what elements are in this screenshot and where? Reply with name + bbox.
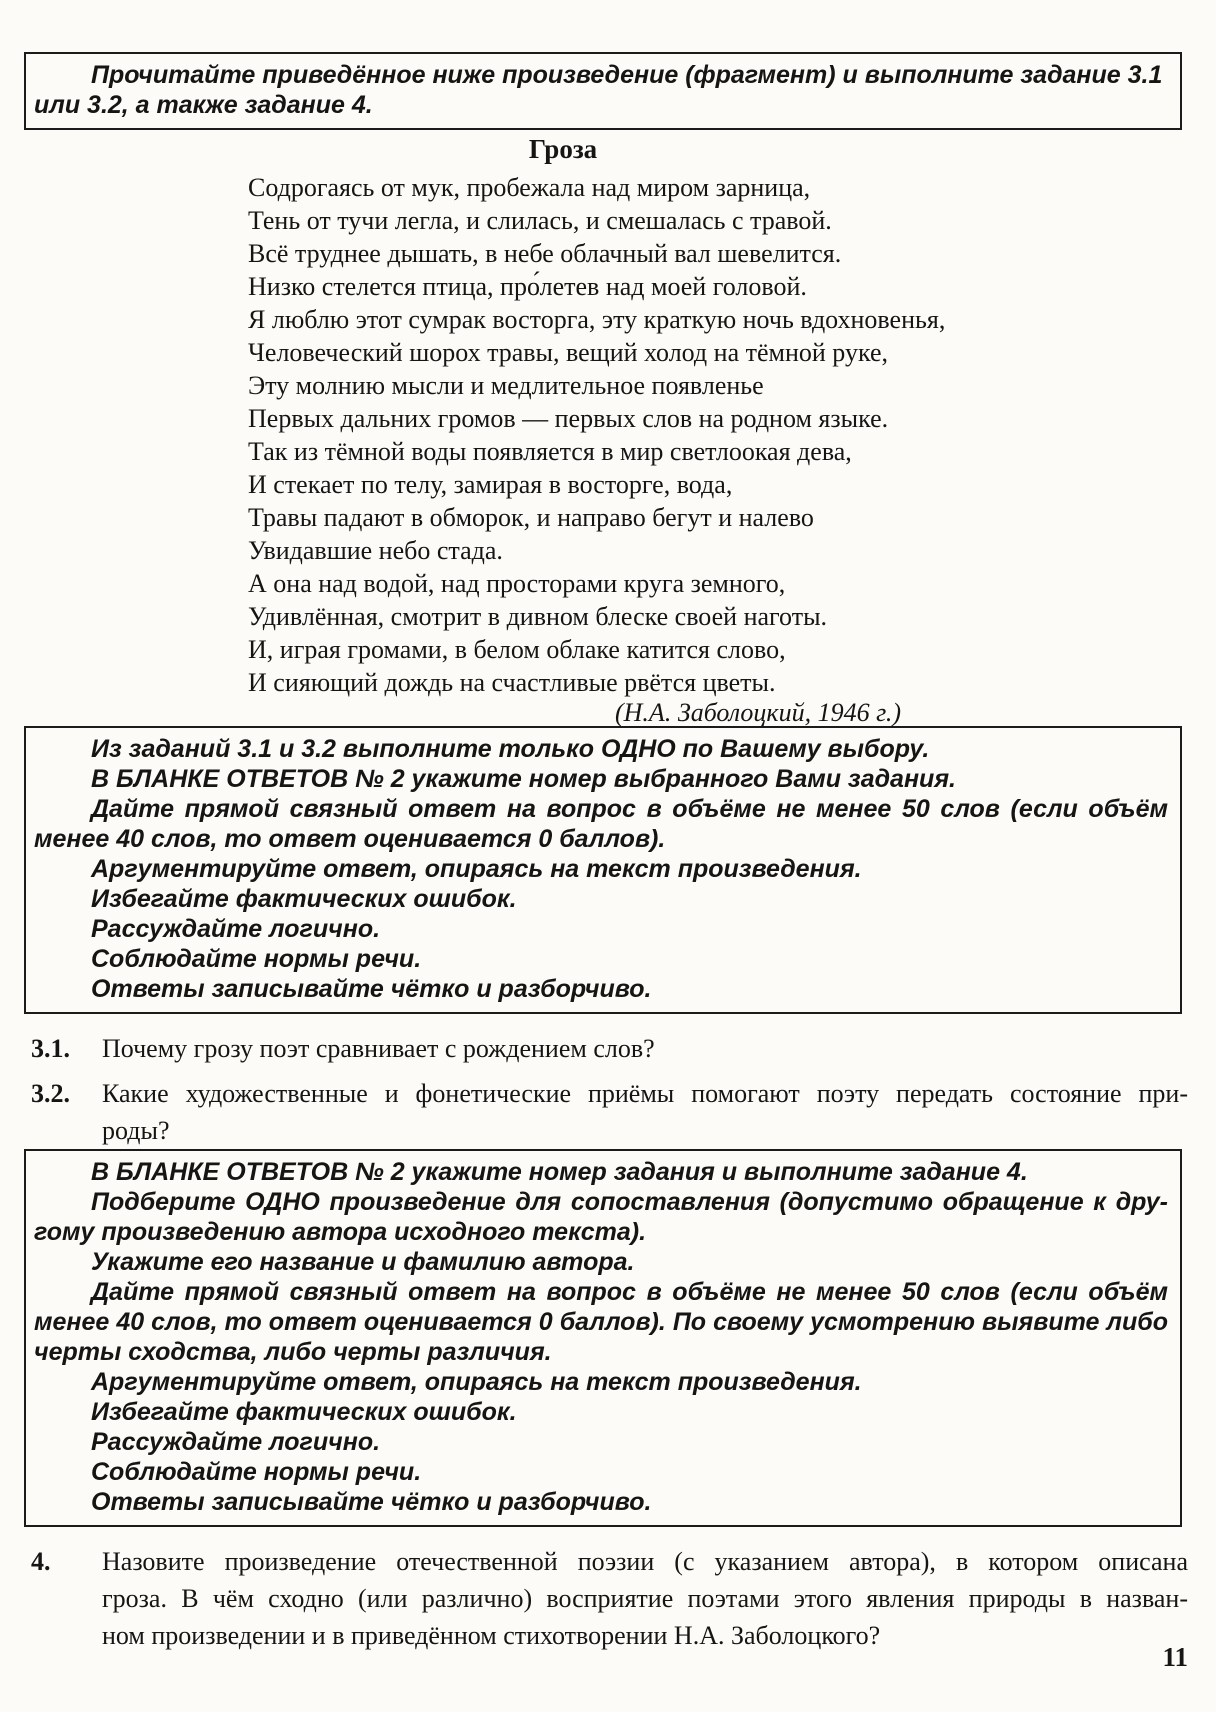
- instruction-line: В БЛАНКЕ ОТВЕТОВ № 2 укажите номер задания и выполните задание 4.: [91, 1158, 1028, 1186]
- instruction-line: менее 40 слов, то ответ оценивается 0 баллов).: [34, 825, 666, 853]
- rules-box-task-4: [24, 1149, 1182, 1527]
- poem-line: Увидавшие небо стада.: [248, 536, 503, 565]
- poem-line: Тень от тучи легла, и слилась, и смешалась с травой.: [248, 206, 832, 235]
- poem-attribution: (Н.А. Заболоцкий, 1946 г.): [615, 698, 902, 727]
- task-text-line: гроза. В чём сходно (или различно) восприятие поэтами этого явления природы в назван-: [102, 1584, 1188, 1613]
- poem-title: Гроза: [528, 134, 598, 164]
- task-text-line: роды?: [102, 1116, 170, 1145]
- instruction-line: Ответы записывайте чётко и разборчиво.: [91, 975, 652, 1003]
- instruction-line: или 3.2, а также задание 4.: [34, 91, 373, 119]
- task-4-number: 4.: [31, 1547, 51, 1576]
- instruction-line: Соблюдайте нормы речи.: [91, 945, 422, 973]
- instruction-line: Дайте прямой связный ответ на вопрос в объёме не менее 50 слов (если объём: [91, 1278, 1168, 1306]
- instruction-line: Аргументируйте ответ, опираясь на текст произведения.: [91, 1368, 862, 1396]
- page-number: 11: [1162, 1642, 1188, 1672]
- task-3-2-number: 3.2.: [31, 1079, 70, 1108]
- poem-line: Первых дальних громов — первых слов на родном языке.: [248, 404, 889, 433]
- task-text-line: Назовите произведение отечественной поэзии (с указанием автора), в котором описана: [102, 1547, 1188, 1576]
- task-text-line: Почему грозу поэт сравнивает с рождением слов?: [102, 1034, 655, 1063]
- instruction-line: Из заданий 3.1 и 3.2 выполните только ОДНО по Вашему выбору.: [91, 735, 930, 763]
- instruction-line: черты сходства, либо черты различия.: [34, 1338, 552, 1366]
- poem-line: И стекает по телу, замирая в восторге, вода,: [248, 470, 733, 499]
- poem-line: И, играя громами, в белом облаке катится слово,: [248, 635, 786, 664]
- poem-line: И сияющий дождь на счастливые рвётся цветы.: [248, 668, 776, 697]
- instruction-line: Рассуждайте логично.: [91, 915, 381, 943]
- poem-line: Так из тёмной воды появляется в мир светлоокая дева,: [248, 437, 852, 466]
- task-text-line: ном произведении и в приведённом стихотворении Н.А. Заболоцкого?: [102, 1621, 881, 1650]
- instruction-line: В БЛАНКЕ ОТВЕТОВ № 2 укажите номер выбранного Вами задания.: [91, 765, 956, 793]
- instruction-line: Избегайте фактических ошибок.: [91, 885, 517, 913]
- instruction-line: Дайте прямой связный ответ на вопрос в объёме не менее 50 слов (если объём: [91, 795, 1168, 823]
- instruction-line: гому произведению автора исходного текста).: [34, 1218, 647, 1246]
- instruction-line: Ответы записывайте чётко и разборчиво.: [91, 1488, 652, 1516]
- instruction-line: Укажите его название и фамилию автора.: [91, 1248, 635, 1276]
- poem-text: [248, 171, 1216, 699]
- poem-line: Всё труднее дышать, в небе облачный вал шевелится.: [248, 239, 842, 268]
- poem-line: Содрогаясь от мук, пробежала над миром зарница,: [248, 173, 811, 202]
- task-3-2-text: [102, 1075, 1188, 1149]
- poem-line: Травы падают в обморок, и направо бегут и налево: [248, 503, 814, 532]
- poem-line: Эту молнию мысли и медлительное появленье: [248, 371, 764, 400]
- poem-line: Я люблю этот сумрак восторга, эту краткую ночь вдохновенья,: [248, 305, 946, 334]
- task-4: [24, 1543, 1188, 1654]
- instruction-line: Прочитайте приведённое ниже произведение (фрагмент) и выполните задание 3.1: [91, 61, 1163, 89]
- task-3-2: [24, 1075, 1188, 1149]
- instruction-line: Избегайте фактических ошибок.: [91, 1398, 517, 1426]
- instruction-line: Соблюдайте нормы речи.: [91, 1458, 422, 1486]
- task-3-1: [24, 1030, 1188, 1067]
- rules-box-task-choice: [24, 726, 1182, 1014]
- intro-instruction-box: [24, 52, 1182, 130]
- task-4-text: [102, 1543, 1188, 1654]
- instruction-line: Аргументируйте ответ, опираясь на текст произведения.: [91, 855, 862, 883]
- instruction-line: Подберите ОДНО произведение для сопоставления (допустимо обращение к дру-: [91, 1188, 1168, 1216]
- poem-line: Низко стелется птица, про́летев над моей головой.: [248, 272, 807, 301]
- instruction-line: менее 40 слов, то ответ оценивается 0 баллов). По своему усмотрению выявите либо: [34, 1308, 1168, 1336]
- task-text-line: Какие художественные и фонетические приёмы помогают поэту передать состояние при-: [102, 1079, 1188, 1108]
- poem-line: Удивлённая, смотрит в дивном блеске своей наготы.: [248, 602, 828, 631]
- poem-line: Человеческий шорох травы, вещий холод на тёмной руке,: [248, 338, 888, 367]
- task-3-1-number: 3.1.: [31, 1034, 70, 1063]
- task-3-1-text: [102, 1030, 1188, 1067]
- poem-line: А она над водой, над просторами круга земного,: [248, 569, 786, 598]
- instruction-line: Рассуждайте логично.: [91, 1428, 381, 1456]
